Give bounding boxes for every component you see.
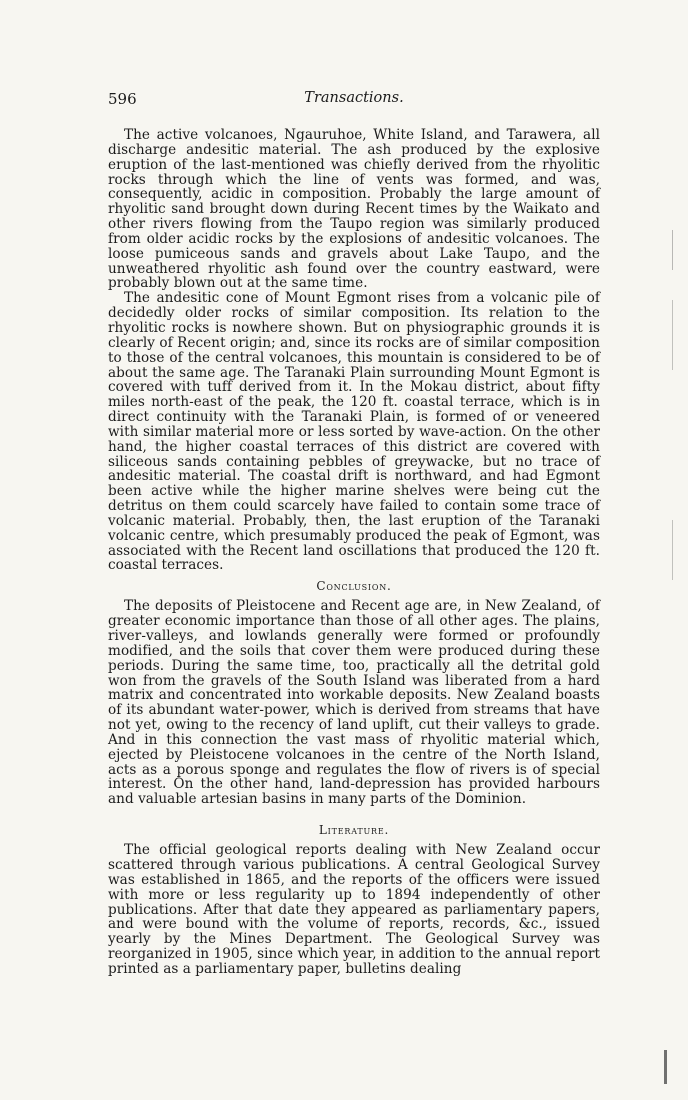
scan-mark xyxy=(672,520,673,580)
page-header xyxy=(108,90,600,110)
scan-mark xyxy=(672,300,673,370)
paragraph-active-volcanoes: The active volcanoes, Ngauruhoe, White Island, and Tarawera, all discharge andesitic material. The ash produced by the explosive eruption of the last-mentioned was chiefly derived from the rhyolitic rocks through which the line of vents was formed, and was, consequently, acidic in composition. Probably the large amount of rhyolitic sand brought down during Recent times by the Waikato and other rivers flowing from the Taupo region was similarly produced from older acidic rocks by the explosions of andesitic volcanoes. The loose pumiceous sands and gravels about Lake Taupo, and the unweathered rhyolitic ash found over the country eastward, were probably blown out at the same time. xyxy=(108,127,600,292)
literature-heading: Literature. xyxy=(318,823,390,838)
conclusion-heading: Conclusion. xyxy=(316,579,392,594)
page-number: 596 xyxy=(108,90,137,108)
body-text xyxy=(108,128,600,977)
paragraph-mount-egmont: The andesitic cone of Mount Egmont rises from a volcanic pile of decidedly older rocks of similar composition. Its relation to the rhyolitic rocks is nowhere shown. But on physiographic grounds it is clearly of Recent origin; and, since its rocks are of similar composition to those of the central volcanoes, this mountain is considered to be of about the same age. The Taranaki Plain surrounding Mount Egmont is covered with tuff derived from it. In the Mokau district, about fifty miles north-east of the peak, the 120 ft. coastal terrace, which is in direct continuity with the Taranaki Plain, is formed of or veneered with similar material more or less sorted by wave-action. On the other hand, the higher coastal terraces of this district are covered with siliceous sands containing pebbles of greywacke, but no trace of andesitic material. The coastal drift is northward, and had Egmont been active while the higher marine shelves were being cut the detritus on them could scarcely have failed to contain some trace of volcanic material. Probably, then, the last eruption of the Taranaki volcanic centre, which presumably produced the peak of Egmont, was associated with the Recent land oscillations that produced the 120 ft. coastal terraces. xyxy=(108,290,600,574)
paragraph-literature: The official geological reports dealing with New Zealand occur scattered through various publications. A central Geological Survey was established in 1865, and the reports of the officers were issued with more or less regularity up to 1894 independently of other publications. After that date they appeared as parliamentary papers, and were bound with the volume of reports, records, &c., issued yearly by the Mines Department. The Geological Survey was reorganized in 1905, since which year, in addition to the annual report printed as a parliamentary paper, bulletins dealing xyxy=(108,842,600,977)
running-title: Transactions. xyxy=(304,90,404,106)
scan-mark xyxy=(672,230,673,270)
scan-mark xyxy=(664,1050,667,1084)
paragraph-conclusion: The deposits of Pleistocene and Recent age are, in New Zealand, of greater economic importance than those of all other ages. The plains, river-valleys, and lowlands generally were formed or profoundly modified, and the soils that cover them were produced during these periods. During the same time, too, practically all the detrital gold won from the gravels of the South Island was liberated from a hard matrix and concentrated into workable deposits. New Zealand boasts of its abundant water-power, which is derived from streams that have not yet, owing to the recency of land uplift, cut their valleys to grade. And in this connection the vast mass of rhyolitic material which, ejected by Pleistocene volcanoes in the centre of the North Island, acts as a porous sponge and regulates the flow of rivers is of special interest. On the other hand, land-depression has provided harbours and valuable artesian basins in many parts of the Dominion. xyxy=(108,598,600,808)
